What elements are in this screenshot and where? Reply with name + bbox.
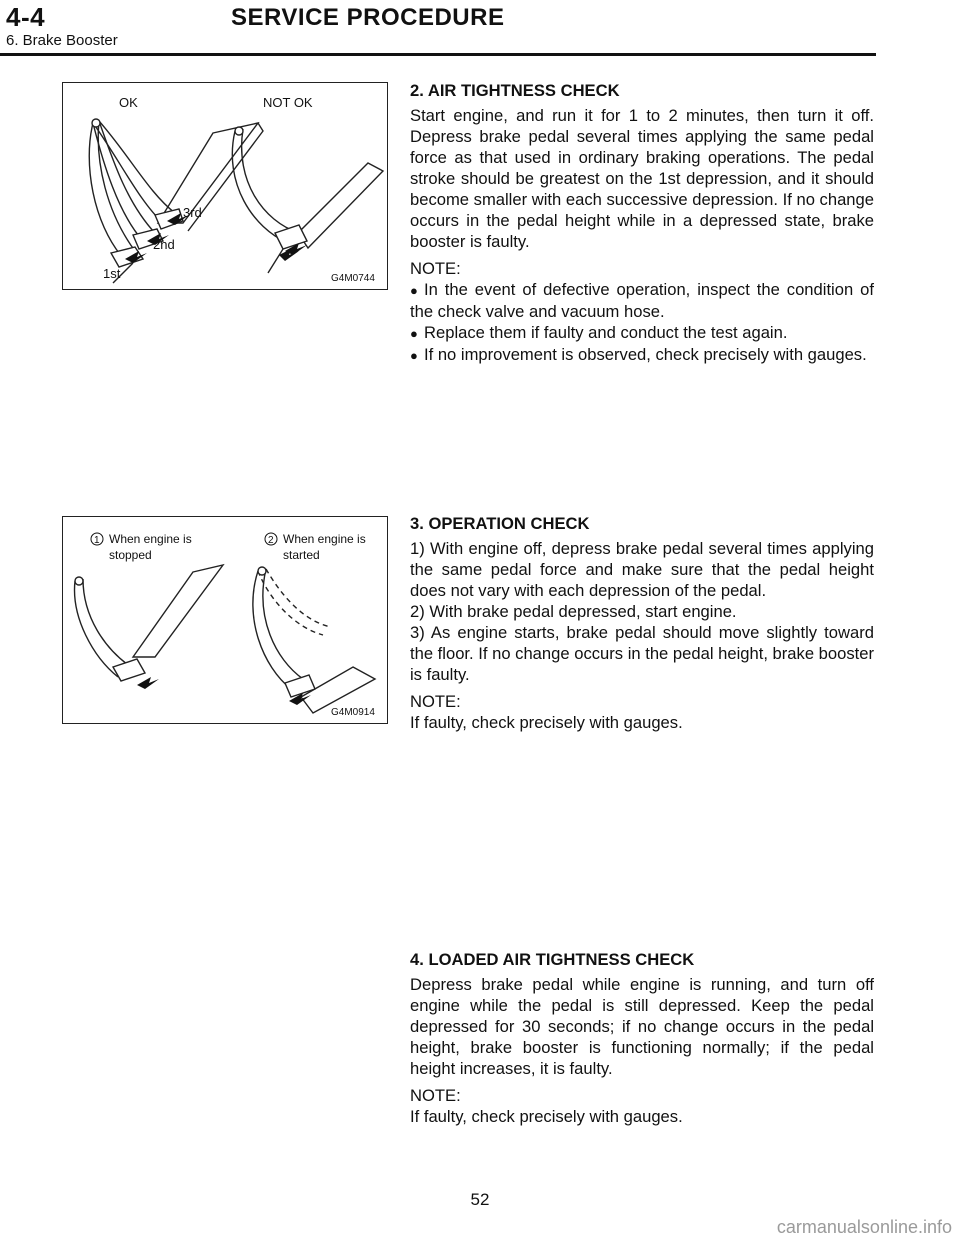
label-3rd: 3rd (183, 205, 202, 220)
label-not-ok: NOT OK (263, 95, 313, 110)
section-air-tightness (410, 80, 874, 366)
section-body: Depress brake pedal while engine is running, and turn off engine while the pedal is still depressed. Keep the pedal depressed for 30 seconds; if no change occurs in the pedal height, brake booster is functioning normally; if the pedal height increases, it is faulty. (410, 975, 874, 1078)
section-heading: 2. AIR TIGHTNESS CHECK (410, 81, 620, 100)
section-number: 4-4 (6, 2, 46, 32)
figure-operation-check (62, 516, 388, 724)
note-bullet: ● If no improvement is observed, check precisely with gauges. (410, 345, 867, 364)
page-number: 52 (470, 1190, 490, 1209)
step-1: 1) With engine off, depress brake pedal several times applying the same pedal force and make sure that the pedal height does not vary with each depression of the pedal. (410, 539, 874, 600)
step-3: 3) As engine starts, brake pedal should move slightly toward the floor. If no change occurs in the pedal height, brake booster is faulty. (410, 623, 875, 684)
label-ok: OK (119, 95, 138, 110)
note-label: NOTE: (410, 692, 461, 711)
note-text: If faulty, check precisely with gauges. (410, 713, 683, 732)
bullet-icon: ● (410, 283, 418, 298)
header-rule (0, 53, 876, 56)
section-heading: 4. LOADED AIR TIGHTNESS CHECK (410, 950, 695, 969)
note-bullet: ● Replace them if faulty and conduct the test again. (410, 323, 788, 342)
note-label: NOTE: (410, 259, 461, 278)
label-1st: 1st (103, 266, 121, 281)
step-2: 2) With brake pedal depressed, start engine. (410, 602, 737, 621)
figure-operation-check-drawing (63, 517, 387, 723)
section-loaded-air-tightness (410, 949, 874, 1127)
figure-air-tightness (62, 82, 388, 290)
figure-code: G4M0914 (331, 707, 375, 718)
note-label: NOTE: (410, 1086, 461, 1105)
page-title: SERVICE PROCEDURE (231, 4, 505, 31)
marker-2: 2 (268, 535, 274, 546)
label-2nd: 2nd (153, 237, 175, 252)
label-started-line1: When engine is (283, 532, 366, 546)
figure-code: G4M0744 (331, 273, 375, 284)
figure-air-tightness-drawing (63, 83, 387, 289)
label-stopped-line1: When engine is (109, 532, 192, 546)
watermark: carmanualsonline.info (776, 1217, 952, 1237)
label-stopped-line2: stopped (109, 548, 152, 562)
label-started-line2: started (283, 548, 320, 562)
section-heading: 3. OPERATION CHECK (410, 514, 590, 533)
note-bullet: ● In the event of defective operation, inspect the condition of the check valve and vacuum hose. (410, 280, 874, 321)
page-subtitle: 6. Brake Booster (6, 32, 118, 49)
section-body: Start engine, and run it for 1 to 2 minutes, then turn it off. Depress brake pedal several times applying the same pedal force as that used in ordinary braking operations. The pedal stroke should be greatest on the 1st depression, and it should become smaller with each successive depression. If no change occurs in the pedal height while in a depressed state, brake booster is faulty. (410, 106, 874, 251)
bullet-icon: ● (410, 348, 418, 363)
marker-1: 1 (94, 535, 100, 546)
section-operation-check (410, 513, 874, 733)
note-text: If faulty, check precisely with gauges. (410, 1107, 683, 1126)
bullet-icon: ● (410, 326, 418, 341)
